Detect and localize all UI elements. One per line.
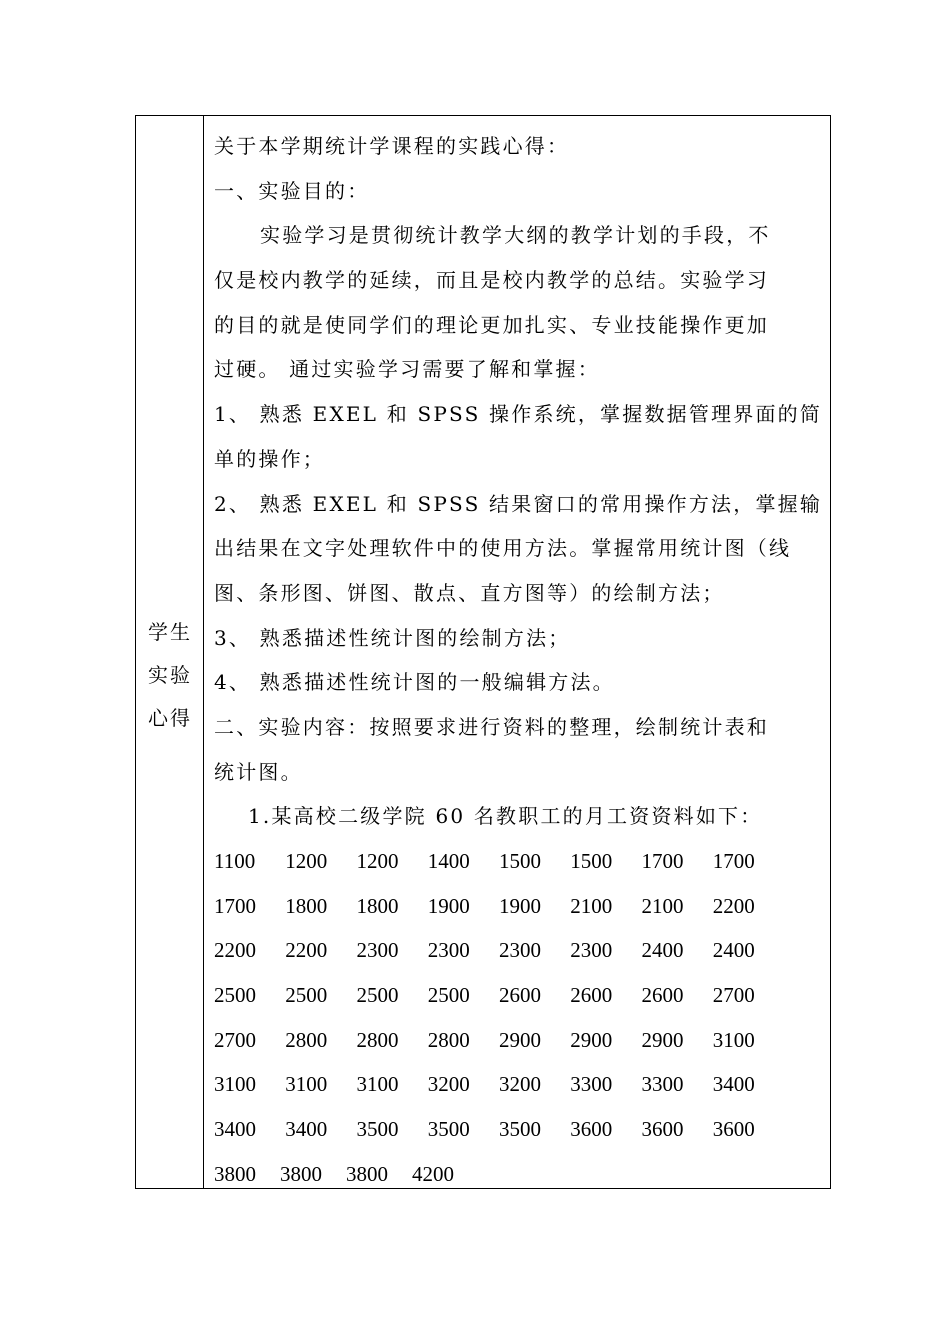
- salary-row: [214, 973, 784, 1018]
- row-label-line: 学生: [148, 620, 192, 644]
- salary-row: [214, 884, 784, 929]
- salary-value: 2400: [712, 938, 755, 963]
- salary-value: 3400: [214, 1117, 256, 1142]
- salary-value: 3600: [641, 1117, 684, 1142]
- salary-value: 1400: [427, 849, 470, 873]
- salary-value: 3100: [214, 1072, 256, 1097]
- salary-value: 1200: [285, 849, 328, 873]
- salary-value: 1900: [499, 893, 541, 918]
- salary-value: 2300: [499, 938, 541, 963]
- row-label-line: 实验: [148, 663, 192, 687]
- salary-value: 2200: [712, 893, 755, 918]
- salary-value: 2100: [570, 893, 613, 918]
- salary-value: 2200: [214, 938, 256, 963]
- salary-value: 3500: [499, 1117, 541, 1142]
- salary-value: 3200: [427, 1072, 470, 1097]
- salary-value: 2600: [499, 983, 541, 1008]
- salary-value: 1700: [641, 849, 684, 873]
- salary-row: [214, 1152, 784, 1197]
- list-item-line: 图、条形图、饼图、散点、直方图等）的绘制方法；: [214, 580, 725, 605]
- salary-value: 3300: [570, 1072, 613, 1097]
- heading: 关于本学期统计学课程的实践心得：: [214, 134, 570, 158]
- list-item-line: 4、 熟悉描述性统计图的一般编辑方法。: [214, 670, 615, 695]
- list-item-line: 单的操作；: [214, 446, 325, 471]
- salary-value: 1800: [356, 893, 399, 918]
- salary-value: 3800: [214, 1161, 256, 1186]
- paragraph-line: 的目的就是使同学们的理论更加扎实、专业技能操作更加: [214, 312, 769, 337]
- salary-value: 3500: [427, 1117, 470, 1142]
- salary-value: 1700: [712, 849, 755, 873]
- paragraph-line: 实验学习是贯彻统计教学大纲的教学计划的手段，不: [260, 223, 771, 248]
- salary-value: 2600: [641, 983, 684, 1008]
- salary-value: 2500: [356, 983, 399, 1008]
- section-title: 统计图。: [214, 759, 303, 784]
- salary-value: 3300: [641, 1072, 684, 1097]
- salary-value: 3200: [499, 1072, 541, 1097]
- row-label-line: 心得: [148, 706, 192, 730]
- section-title: 一、实验目的：: [214, 178, 370, 203]
- salary-value: 2800: [427, 1027, 470, 1052]
- salary-row: [214, 1107, 784, 1152]
- salary-value: 2500: [285, 983, 328, 1008]
- salary-value: 2100: [641, 893, 684, 918]
- salary-value: 1500: [570, 849, 613, 873]
- salary-row: [214, 1062, 784, 1107]
- salary-value: 1100: [214, 849, 256, 873]
- salary-row: [214, 928, 784, 973]
- salary-value: 2200: [285, 938, 328, 963]
- salary-value: 3600: [570, 1117, 613, 1142]
- salary-value: 1700: [214, 893, 256, 918]
- list-item-line: 2、 熟悉 EXEL 和 SPSS 结果窗口的常用操作方法，掌握输: [214, 491, 823, 516]
- salary-value: 2900: [499, 1027, 541, 1052]
- salary-value: 1200: [356, 849, 399, 873]
- salary-value: 2700: [712, 983, 755, 1008]
- salary-value: 1900: [427, 893, 470, 918]
- label-column: [136, 116, 204, 1188]
- salary-value: 2800: [285, 1027, 328, 1052]
- content-cell: [214, 124, 823, 1197]
- salary-value: 2600: [570, 983, 613, 1008]
- paragraph-line: 仅是校内教学的延续，而且是校内教学的总结。实验学习: [214, 268, 769, 293]
- salary-value: 3400: [285, 1117, 328, 1142]
- salary-value: 3100: [356, 1072, 399, 1097]
- salary-value: 3100: [285, 1072, 328, 1097]
- salary-value: 2300: [570, 938, 613, 963]
- salary-value: 1800: [285, 893, 328, 918]
- row-label: [136, 611, 204, 740]
- list-item-line: 1、 熟悉 EXEL 和 SPSS 操作系统，掌握数据管理界面的简: [214, 402, 823, 427]
- salary-row: [214, 1018, 784, 1063]
- section-title: 二、实验内容：按照要求进行资料的整理，绘制统计表和: [214, 714, 769, 739]
- salary-value: 3400: [712, 1072, 755, 1097]
- salary-value: 3500: [356, 1117, 399, 1142]
- salary-value: 2500: [427, 983, 470, 1008]
- paragraph-line: 过硬。 通过实验学习需要了解和掌握：: [214, 357, 600, 382]
- salary-value: 2800: [356, 1027, 399, 1052]
- salary-value: 2500: [214, 983, 256, 1008]
- salary-row: [214, 839, 784, 884]
- salary-value: 3100: [712, 1027, 755, 1052]
- salary-value: 2300: [356, 938, 399, 963]
- salary-value: 3600: [712, 1117, 755, 1142]
- salary-data: [214, 839, 784, 1197]
- experience-table: [135, 115, 831, 1189]
- salary-value: 2900: [641, 1027, 684, 1052]
- salary-value: 3800: [280, 1161, 322, 1186]
- salary-value: 1500: [499, 849, 541, 873]
- salary-value: 2300: [427, 938, 470, 963]
- salary-value: 3800: [346, 1161, 388, 1186]
- salary-value: 4200: [412, 1161, 454, 1186]
- data-intro: 1.某高校二级学院 60 名教职工的月工资资料如下：: [248, 804, 763, 829]
- salary-value: 2700: [214, 1027, 256, 1052]
- list-item-line: 3、 熟悉描述性统计图的绘制方法；: [214, 625, 571, 650]
- salary-value: 2900: [570, 1027, 613, 1052]
- salary-value: 2400: [641, 938, 684, 963]
- list-item-line: 出结果在文字处理软件中的使用方法。掌握常用统计图（线: [214, 536, 792, 561]
